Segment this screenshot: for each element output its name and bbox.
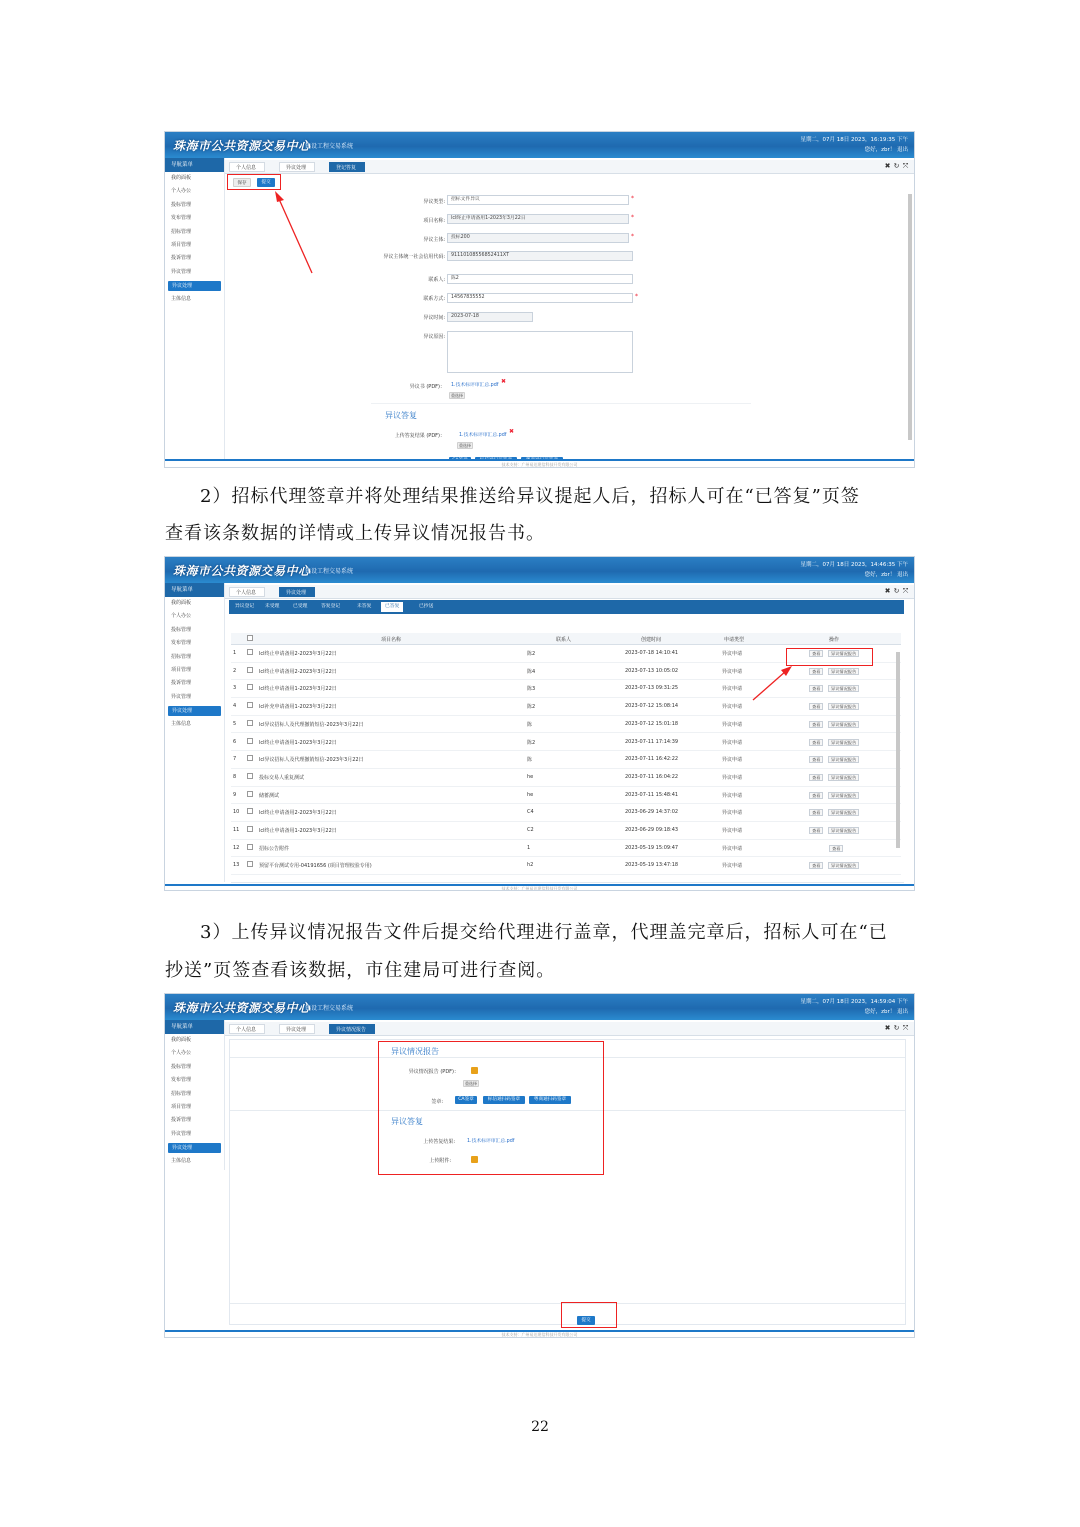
subtab-replied[interactable]: 已答复 xyxy=(381,602,403,612)
objection-report-button[interactable]: 异议情况报告 xyxy=(828,668,859,675)
row-created-time: 2023-07-11 16:04:22 xyxy=(625,773,679,780)
paragraph-1-line-1: 2）招标代理签章并将处理结果推送给异议提起人后，招标人可在“已答复”页签 xyxy=(200,486,860,507)
row-project-name: lcl终止申请备用1-2023年3月22日 xyxy=(259,686,337,693)
field-label: 异议主体: xyxy=(423,237,445,243)
tab-objection-report[interactable]: 异议情况报告 xyxy=(329,1024,375,1034)
refresh-icon[interactable]: ↻ xyxy=(893,587,900,595)
field-label: 联系方式: xyxy=(423,296,445,302)
row-type: 异议申请 xyxy=(722,845,743,852)
paragraph-1-line-2: 查看该条数据的详情或上传异议情况报告书。 xyxy=(165,523,545,544)
tab-bar xyxy=(225,1022,914,1036)
row-contact: 陈2 xyxy=(527,739,536,746)
table-row[interactable] xyxy=(231,822,901,840)
sidebar-item-personal[interactable]: 个人办公 xyxy=(171,188,192,195)
row-contact: 1 xyxy=(527,844,531,851)
upload-result-file-link[interactable]: 1.技术标评审汇总.pdf xyxy=(467,1139,515,1144)
field-label: 异议类型: xyxy=(423,199,445,205)
sidebar-item-project[interactable]: 项目管理 xyxy=(171,1103,192,1110)
field-label: 项目名称: xyxy=(423,218,445,224)
nav-head: 导航菜单 xyxy=(165,158,224,172)
sidebar-item-complaint[interactable]: 投诉管理 xyxy=(171,1117,192,1124)
row-checkbox[interactable] xyxy=(247,684,253,692)
tab-reply-register[interactable]: 登记答复 xyxy=(329,162,365,172)
table-row[interactable] xyxy=(231,804,901,822)
fullscreen-icon[interactable]: ⤧ xyxy=(902,1024,909,1032)
view-button[interactable]: 查看 xyxy=(809,756,823,763)
footer: 技术支持：广州易达建信科技开发有限公司 xyxy=(165,1330,914,1337)
row-number: 10 xyxy=(233,809,240,816)
row-type: 异议申请 xyxy=(722,651,743,657)
row-created-time: 2023-06-29 14:37:02 xyxy=(625,809,679,816)
row-type: 异议申请 xyxy=(722,863,743,870)
ca-sign-button[interactable]: CA签章 xyxy=(455,1096,477,1104)
row-created-time: 2023-07-11 15:48:41 xyxy=(625,791,679,798)
row-contact: C2 xyxy=(527,827,534,833)
highlight-box xyxy=(378,1041,604,1175)
submit-button[interactable]: 提交 xyxy=(577,1316,595,1325)
sidebar-nav xyxy=(165,583,225,882)
view-button[interactable]: 查看 xyxy=(809,792,823,799)
divider xyxy=(371,403,751,404)
table-row[interactable] xyxy=(231,680,901,698)
contact-field[interactable]: 陈2 xyxy=(447,274,633,284)
required-mark: * xyxy=(635,293,638,300)
tab-personal[interactable]: 个人信息 xyxy=(229,162,265,172)
row-contact: he xyxy=(527,773,534,780)
view-button[interactable]: 查看 xyxy=(809,774,823,781)
col-project-name: 项目名称 xyxy=(381,637,402,643)
system-banner xyxy=(165,557,914,583)
delete-icon[interactable]: ✖ xyxy=(501,378,507,385)
table-row[interactable] xyxy=(231,787,901,805)
row-number: 13 xyxy=(233,862,240,869)
row-created-time: 2023-06-29 09:18:43 xyxy=(625,827,679,833)
tab-personal[interactable]: 个人信息 xyxy=(229,587,265,597)
sidebar-item-objection-handling[interactable]: 异议处理 xyxy=(168,1143,221,1153)
row-contact: 陈3 xyxy=(527,686,536,693)
footer: 技术支持：广州易达建信科技开发有限公司 xyxy=(165,459,914,467)
table-header xyxy=(231,633,901,645)
view-button[interactable]: 查看 xyxy=(829,845,843,852)
screenshot-objection-report xyxy=(164,993,915,1338)
row-checkbox[interactable] xyxy=(247,861,253,869)
subtab-unaccepted[interactable]: 未受理 xyxy=(265,604,280,609)
highlight-box xyxy=(786,648,873,666)
row-number: 6 xyxy=(233,738,237,745)
objection-report-button[interactable]: 异议情况报告 xyxy=(828,685,859,692)
field-label: 异议原因: xyxy=(423,334,445,340)
close-icon[interactable]: ✖ xyxy=(884,1024,891,1032)
view-button[interactable]: 查看 xyxy=(809,703,823,710)
table-row[interactable] xyxy=(231,857,901,875)
objection-table xyxy=(231,633,901,879)
upload-result-label: 上传答复结果 (PDF)： xyxy=(394,433,445,439)
tab-personal[interactable]: 个人信息 xyxy=(229,1024,265,1034)
system-banner xyxy=(165,132,914,158)
row-contact: 陈2 xyxy=(527,651,536,657)
row-project-name: lcl终止申请备用1-2023年3月22日 xyxy=(259,828,337,834)
row-contact: h2 xyxy=(527,862,534,869)
row-project-name: lcl终止申请备用1-2023年3月22日 xyxy=(259,739,337,746)
bxt-sign-button[interactable]: 标信通扫码签章 xyxy=(483,1096,525,1104)
subtab-register[interactable]: 异议登记 xyxy=(235,604,255,609)
objection-report-button[interactable]: 异议情况报告 xyxy=(828,721,859,728)
col-contact: 联系人 xyxy=(556,637,572,643)
row-project-name: 预留平台测试专用-04191656 (项目管理校验专用) xyxy=(259,863,372,870)
objection-report-button[interactable]: 异议情况报告 xyxy=(828,827,859,834)
reselect-button[interactable]: 重选择 xyxy=(451,393,463,398)
subtab-reply-register[interactable]: 答复登记 xyxy=(321,604,341,609)
row-created-time: 2023-07-11 16:42:22 xyxy=(625,756,679,763)
row-checkbox[interactable] xyxy=(247,667,253,675)
sidebar-item-tender[interactable]: 招标管理 xyxy=(171,228,192,235)
sidebar-item-objection[interactable]: 异议管理 xyxy=(171,1130,192,1137)
view-button[interactable]: 查看 xyxy=(809,862,823,869)
view-button[interactable]: 查看 xyxy=(809,809,823,816)
view-button[interactable]: 查看 xyxy=(809,650,823,657)
sidebar-item-complaint[interactable]: 投诉管理 xyxy=(171,680,192,687)
sidebar-item-bid[interactable]: 投标管理 xyxy=(171,1063,192,1070)
view-button[interactable]: 查看 xyxy=(809,827,823,834)
view-button[interactable]: 查看 xyxy=(809,685,823,692)
upload-result-file-link[interactable]: 1.技术标评审汇总.pdf xyxy=(459,433,507,438)
row-project-name: 储蓄测试 xyxy=(259,792,280,799)
sidebar-item-project[interactable]: 项目管理 xyxy=(171,666,192,673)
objection-report-button[interactable]: 异议情况报告 xyxy=(828,703,859,710)
row-project-name: lcl补充申请备用1-2023年3月22日 xyxy=(259,704,337,711)
tab-bar xyxy=(225,160,914,174)
system-subtitle: 建设工程交易系统 xyxy=(305,568,354,575)
row-type: 异议申请 xyxy=(722,704,743,711)
reselect-button[interactable]: 重选择 xyxy=(459,443,471,448)
row-created-time: 2023-05-19 13:47:18 xyxy=(625,862,679,869)
tab-tools xyxy=(883,1024,910,1033)
system-subtitle: 建设工程交易系统 xyxy=(305,143,354,150)
objection-doc-label: 异议书 (PDF)： xyxy=(409,384,445,390)
row-project-name: lcl终止申请备用2-2023年3月22日 xyxy=(259,668,337,675)
row-contact: C4 xyxy=(527,809,534,816)
row-checkbox[interactable] xyxy=(247,720,253,728)
sidebar-item-bid[interactable]: 投标管理 xyxy=(171,201,192,208)
field-label: 联系人: xyxy=(428,277,445,283)
refresh-icon[interactable]: ↻ xyxy=(893,162,900,170)
table-row[interactable] xyxy=(231,734,901,752)
user-greeting[interactable]: 您好，zbr！ 退出 xyxy=(864,1009,908,1015)
sidebar-item-entity[interactable]: 主体信息 xyxy=(171,721,192,728)
objection-report-button[interactable]: 异议情况报告 xyxy=(828,809,859,816)
row-type: 异议申请 xyxy=(722,739,743,746)
reply-section-title: 异议答复 xyxy=(391,1117,423,1126)
sign-label: 签章: xyxy=(431,1099,443,1105)
sidebar-item-bid[interactable]: 投标管理 xyxy=(171,626,192,633)
row-created-time: 2023-07-18 14:10:41 xyxy=(625,650,679,656)
report-pdf-label: 异议情况报告 (PDF)： xyxy=(408,1069,459,1075)
row-project-name: 投标交易人重复测试 xyxy=(259,774,305,781)
row-number: 3 xyxy=(233,685,237,692)
reply-section-title: 异议答复 xyxy=(385,411,417,420)
close-icon[interactable]: ✖ xyxy=(884,162,891,170)
row-checkbox[interactable] xyxy=(247,702,253,710)
sidebar-item-entity[interactable]: 主体信息 xyxy=(171,296,192,303)
row-project-name: 招标公告附件 xyxy=(259,845,290,852)
objection-doc-file-link[interactable]: 1.技术标评审汇总.pdf xyxy=(451,383,499,388)
row-number: 1 xyxy=(233,650,237,656)
objection-report-button[interactable]: 异议情况报告 xyxy=(828,862,859,869)
select-all-checkbox[interactable] xyxy=(247,635,253,643)
sidebar-nav xyxy=(165,1020,225,1170)
view-button[interactable]: 查看 xyxy=(809,668,823,675)
row-number: 12 xyxy=(233,844,240,851)
fullscreen-icon[interactable]: ⤧ xyxy=(902,587,909,595)
objection-reason-textarea[interactable] xyxy=(447,331,633,373)
sidebar-item-tender[interactable]: 招标管理 xyxy=(171,653,192,660)
sidebar-item-dashboard[interactable]: 我的面板 xyxy=(171,1037,192,1043)
sidebar-item-publish[interactable]: 发布管理 xyxy=(171,1077,192,1084)
row-contact: 陈 xyxy=(527,721,533,728)
row-number: 2 xyxy=(233,667,237,674)
subtab-copied[interactable]: 已抄送 xyxy=(419,604,434,609)
row-type: 异议申请 xyxy=(722,774,743,781)
required-mark: * xyxy=(631,233,634,240)
tab-bar xyxy=(225,585,914,599)
row-contact: 陈2 xyxy=(527,704,536,711)
sidebar-item-entity[interactable]: 主体信息 xyxy=(171,1158,192,1165)
screenshot-objection-reply-form xyxy=(164,131,915,468)
save-button[interactable]: 保存 xyxy=(233,178,251,187)
datetime: 星期二，07月 18日 2023，14:46:35 下午 xyxy=(800,562,908,568)
required-mark: * xyxy=(631,195,634,202)
system-title: 珠海市公共资源交易中心 xyxy=(173,1001,311,1015)
row-type: 异议申请 xyxy=(722,686,743,693)
row-number: 5 xyxy=(233,720,237,727)
row-type: 异议申请 xyxy=(722,828,743,834)
objection-report-button[interactable]: 异议情况报告 xyxy=(828,756,859,763)
credit-code-field[interactable]: 91110108556852411XT xyxy=(447,251,633,261)
objection-report-button[interactable]: 异议情况报告 xyxy=(828,774,859,781)
paragraph-2-line-1: 3）上传异议情况报告文件后提交给代理进行盖章，代理盖完章后，招标人可在“已 xyxy=(200,922,888,943)
subtab-unreplied[interactable]: 未答复 xyxy=(357,604,372,609)
datetime: 星期二，07月 18日 2023，14:59:04 下午 xyxy=(800,999,908,1005)
sidebar-item-objection-handling[interactable]: 异议处理 xyxy=(168,281,221,291)
delete-icon[interactable]: ✖ xyxy=(509,428,515,435)
red-arrow xyxy=(750,663,795,703)
row-created-time: 2023-07-13 09:31:25 xyxy=(625,685,679,692)
row-type: 异议申请 xyxy=(722,721,743,728)
row-checkbox[interactable] xyxy=(247,773,253,781)
tab-objection[interactable]: 异议处理 xyxy=(279,162,315,172)
sidebar-item-objection-handling[interactable]: 异议处理 xyxy=(168,706,221,716)
nav-head: 导航菜单 xyxy=(165,583,224,597)
row-type: 异议申请 xyxy=(722,668,743,675)
paragraph-2-line-2: 抄送”页签查看该数据，市住建局可进行查阅。 xyxy=(165,960,556,981)
upload-icon[interactable] xyxy=(471,1156,478,1163)
row-type: 异议申请 xyxy=(722,792,743,799)
row-number: 4 xyxy=(233,703,237,710)
row-number: 8 xyxy=(233,773,237,780)
objection-report-button[interactable]: 异议情况报告 xyxy=(828,739,859,746)
col-created: 创建时间 xyxy=(641,637,662,643)
report-section-title: 异议情况报告 xyxy=(391,1047,439,1056)
objection-report-button[interactable]: 异议情况报告 xyxy=(828,650,859,657)
row-type: 异议申请 xyxy=(722,757,743,764)
field-label: 异议时间: xyxy=(423,315,445,321)
col-actions: 操作 xyxy=(829,637,840,643)
phone-field[interactable]: 14567835552 xyxy=(447,293,633,303)
system-title: 珠海市公共资源交易中心 xyxy=(173,564,311,578)
system-banner xyxy=(165,994,914,1020)
scrollbar[interactable] xyxy=(896,652,900,848)
sidebar-item-personal[interactable]: 个人办公 xyxy=(171,1050,192,1057)
close-icon[interactable]: ✖ xyxy=(884,587,891,595)
row-checkbox[interactable] xyxy=(247,649,253,657)
sidebar-item-objection[interactable]: 异议管理 xyxy=(171,693,192,700)
row-created-time: 2023-07-12 15:08:14 xyxy=(625,703,679,710)
row-number: 11 xyxy=(233,827,240,833)
row-created-time: 2023-05-19 15:09:47 xyxy=(625,844,679,851)
refresh-icon[interactable]: ↻ xyxy=(893,1024,900,1032)
user-greeting[interactable]: 您好，zbr！ 退出 xyxy=(864,572,908,578)
page-number: 22 xyxy=(531,1419,549,1435)
scrollbar[interactable] xyxy=(908,194,912,440)
row-checkbox[interactable] xyxy=(247,738,253,746)
system-title: 珠海市公共资源交易中心 xyxy=(173,139,311,153)
view-button[interactable]: 查看 xyxy=(809,721,823,728)
red-arrow xyxy=(270,187,320,277)
row-project-name: lcl异议招标人及代理撤销短信-2023年3月22日 xyxy=(259,757,364,764)
objection-report-button[interactable]: 异议情况报告 xyxy=(828,792,859,799)
table-row[interactable] xyxy=(231,751,901,769)
row-checkbox[interactable] xyxy=(247,826,253,834)
sidebar-item-publish[interactable]: 发布管理 xyxy=(171,215,192,222)
table-row[interactable] xyxy=(231,698,901,716)
nav-head: 导航菜单 xyxy=(165,1020,224,1034)
row-project-name: lcl终止申请备用2-2023年3月22日 xyxy=(259,651,337,657)
row-contact: he xyxy=(527,791,534,798)
row-type: 异议申请 xyxy=(722,810,743,817)
required-mark: * xyxy=(631,214,634,221)
footer: 技术支持：广州易达建信科技开发有限公司 xyxy=(165,884,914,890)
sidebar-item-dashboard[interactable]: 我的面板 xyxy=(171,600,192,606)
tab-objection[interactable]: 异议处理 xyxy=(279,587,315,597)
objection-type-select[interactable]: 招标文件异议 xyxy=(447,195,629,205)
tab-tools xyxy=(883,162,910,171)
upload-attach-label: 上传附件: xyxy=(429,1158,451,1164)
screenshot-replied-list xyxy=(164,556,915,891)
sidebar-item-project[interactable]: 项目管理 xyxy=(171,241,192,248)
fullscreen-icon[interactable]: ⤧ xyxy=(902,162,909,170)
sidebar-item-publish[interactable]: 发布管理 xyxy=(171,640,192,647)
sidebar-item-objection[interactable]: 异议管理 xyxy=(171,268,192,275)
row-created-time: 2023-07-13 10:05:02 xyxy=(625,667,679,674)
row-checkbox[interactable] xyxy=(247,844,253,852)
row-project-name: lcl终止申请备用2-2023年3月22日 xyxy=(259,810,337,817)
datetime: 星期二，07月 18日 2023，16:19:35 下午 xyxy=(800,137,908,143)
submit-button[interactable]: 提交 xyxy=(257,178,275,187)
status-subtabs xyxy=(229,600,904,614)
objection-date-field[interactable]: 2023-07-18 xyxy=(447,312,533,322)
system-subtitle: 建设工程交易系统 xyxy=(305,1005,354,1012)
table-row[interactable] xyxy=(231,840,901,858)
col-type: 申请类型 xyxy=(724,637,745,643)
user-greeting[interactable]: 您好，zbr！ 退出 xyxy=(864,147,908,153)
upload-icon[interactable] xyxy=(471,1067,478,1074)
project-name-select[interactable]: lcl终止申请备用1-2023年3月22日 xyxy=(447,214,629,224)
tab-objection[interactable]: 异议处理 xyxy=(279,1024,315,1034)
row-created-time: 2023-07-11 17:14:39 xyxy=(625,738,679,745)
tab-tools xyxy=(883,587,910,596)
sidebar-item-dashboard[interactable]: 我的面板 xyxy=(171,175,192,181)
yst-sign-button[interactable]: 粤商通扫码签章 xyxy=(529,1096,571,1104)
table-row[interactable] xyxy=(231,716,901,734)
subtab-accepted[interactable]: 已受理 xyxy=(293,604,308,609)
view-button[interactable]: 查看 xyxy=(809,739,823,746)
row-contact: 陈 xyxy=(527,757,533,764)
sidebar-item-complaint[interactable]: 投诉管理 xyxy=(171,255,192,262)
sidebar-item-personal[interactable]: 个人办公 xyxy=(171,613,192,620)
row-project-name: lcl异议招标人及代理撤销短信-2023年3月22日 xyxy=(259,721,364,728)
upload-result-label: 上传答复结果: xyxy=(423,1139,455,1145)
row-number: 9 xyxy=(233,791,237,798)
row-checkbox[interactable] xyxy=(247,808,253,816)
row-checkbox[interactable] xyxy=(247,791,253,799)
sidebar-item-tender[interactable]: 招标管理 xyxy=(171,1090,192,1097)
row-number: 7 xyxy=(233,756,237,763)
table-row[interactable] xyxy=(231,769,901,787)
row-created-time: 2023-07-12 15:01:18 xyxy=(625,720,679,727)
field-label: 异议主体统一社会信用代码: xyxy=(383,254,445,260)
sidebar-nav xyxy=(165,158,225,459)
objection-entity-select[interactable]: 投标200 xyxy=(447,233,629,243)
highlight-box xyxy=(561,1302,617,1328)
row-checkbox[interactable] xyxy=(247,755,253,763)
reselect-button[interactable]: 重选择 xyxy=(465,1081,477,1086)
row-contact: 陈4 xyxy=(527,668,536,675)
